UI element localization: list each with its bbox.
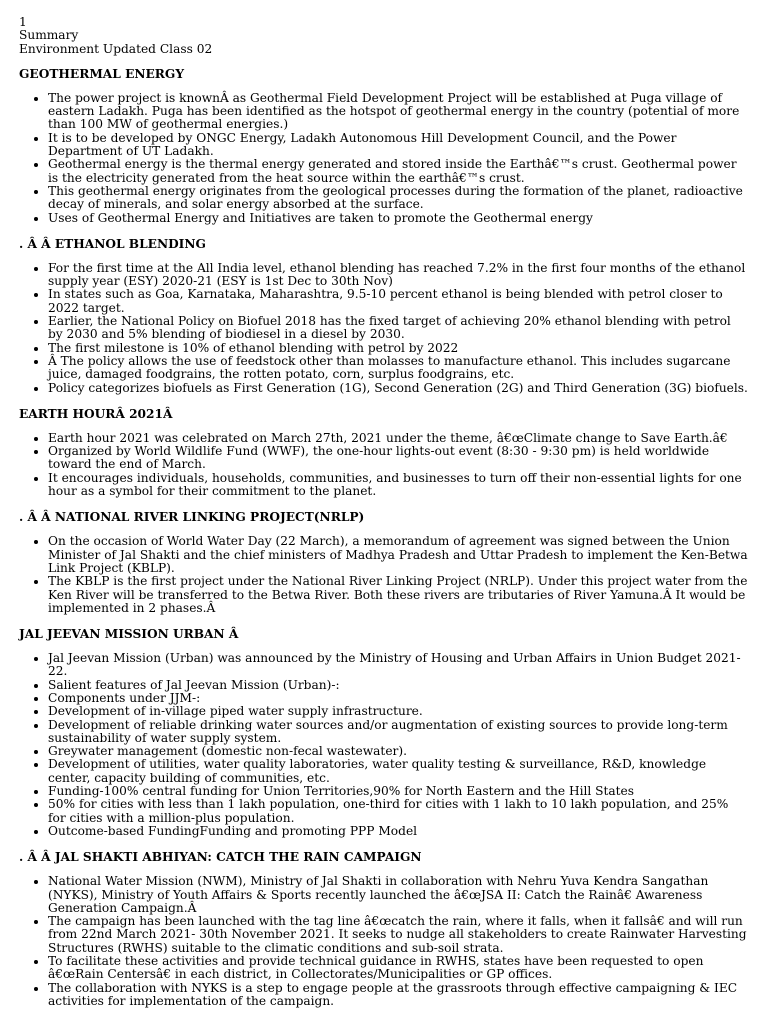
page-number: 1 [19, 15, 27, 29]
list-item: • To facilitate these activities and provide technical guidance in RWHS, states have been requested to open â€œRain Centersâ€ in each district, in Collectorates/Municipalities or GP offices. [48, 955, 748, 982]
list-item: • Jal Jeevan Mission (Urban) was announced by the Ministry of Housing and Urban Affairs in Union Budget 2021-22. [48, 652, 748, 679]
section [19, 850, 748, 1008]
list-item: • Funding-100% central funding for Union Territories,90% for North Eastern and the Hill States [48, 785, 748, 798]
list-item: • Earlier, the National Policy on Biofuel 2018 has the fixed target of achieving 20% ethanol blending with petrol by 2030 and 5% blending of biodiesel in a diesel by 2030. [48, 315, 748, 342]
list-item: • The collaboration with NYKS is a step to engage people at the grassroots through effective campaigning & IEC activities for implementation of the campaign. [48, 982, 748, 1009]
bullet-list [19, 652, 748, 838]
list-item: • The power project is knownÂ as Geothermal Field Development Project will be established at Puga village of eastern Ladakh. Puga has been identified as the hotspot of geothermal energy in the country (potential of more than 100 MW of geothermal energies.) [48, 92, 748, 132]
list-item: • Greywater management (domestic non-fecal wastewater). [48, 745, 748, 758]
bullet-list [19, 92, 748, 225]
bullet-list [19, 432, 748, 498]
section-heading: EARTH HOURÂ 2021Â [19, 406, 173, 421]
list-item: • Organized by World Wildlife Fund (WWF), the one-hour lights-out event (8:30 - 9:30 pm) is held worldwide toward the end of March. [48, 445, 748, 472]
bullet-list [19, 535, 748, 615]
list-item: • Policy categorizes biofuels as First Generation (1G), Second Generation (2G) and Third Generation (3G) biofuels. [48, 382, 748, 395]
list-item: • It is to be developed by ONGC Energy, Ladakh Autonomous Hill Development Council, and the Power Department of UT Ladakh. [48, 132, 748, 159]
section-heading: JAL JEEVAN MISSION URBAN Â [19, 627, 239, 642]
list-item: • Development of utilities, water quality laboratories, water quality testing & surveillance, R&D, knowledge center, capacity building of communities, etc. [48, 758, 748, 785]
list-item: • For the first time at the All India level, ethanol blending has reached 7.2% in the first four months of the ethanol supply year (ESY) 2020-21 (ESY is 1st Dec to 30th Nov) [48, 262, 748, 289]
document-header [19, 16, 748, 56]
list-item: • In states such as Goa, Karnataka, Maharashtra, 9.5-10 percent ethanol is being blended with petrol closer to 2022 target. [48, 288, 748, 315]
document-body [19, 67, 748, 1008]
section-heading: . Â Â NATIONAL RIVER LINKING PROJECT(NRLP) [19, 510, 365, 525]
list-item: • 50% for cities with less than 1 lakh population, one-third for cities with 1 lakh to 10 lakh population, and 25% for cities with a million-plus population. [48, 798, 748, 825]
bullet-list [19, 875, 748, 1008]
list-item: • Outcome-based FundingFunding and promoting PPP Model [48, 825, 748, 838]
section [19, 237, 748, 395]
list-item: • Earth hour 2021 was celebrated on March 27th, 2021 under the theme, â€œClimate change to Save Earth.â€ [48, 432, 748, 445]
list-item: • The campaign has been launched with the tag line â€œcatch the rain, where it falls, when it fallsâ€ and will run from 22nd March 2021- 30th November 2021. It seeks to nudge all stakeholders to create Rainwater Harvesting Structures (RWHS) suitable to the climatic conditions and sub-soil strata. [48, 915, 748, 955]
list-item: • Geothermal energy is the thermal energy generated and stored inside the Earthâ€™s crust. Geothermal power is the electricity generated from the heat source within the earthâ€™s crust. [48, 158, 748, 185]
list-item: • Â The policy allows the use of feedstock other than molasses to manufacture ethanol. This includes sugarcane juice, damaged foodgrains, the rotten potato, corn, surplus foodgrains, etc. [48, 355, 748, 382]
summary-label: Summary [19, 28, 79, 43]
list-item: • The first milestone is 10% of ethanol blending with petrol by 2022 [48, 342, 748, 355]
list-item: • Development of in-village piped water supply infrastructure. [48, 705, 748, 718]
section [19, 407, 748, 498]
list-item: • The KBLP is the first project under the National River Linking Project (NRLP). Under this project water from the Ken River will be transferred to the Betwa River. Both these rivers are tributaries of River Yamuna.Â It would be implemented in 2 phases.Â [48, 575, 748, 615]
section-heading: . Â Â JAL SHAKTI ABHIYAN: CATCH THE RAIN CAMPAIGN [19, 850, 422, 865]
list-item: • It encourages individuals, households, communities, and businesses to turn off their non-essential lights for one hour as a symbol for their commitment to the planet. [48, 472, 748, 499]
section [19, 627, 748, 838]
list-item: • National Water Mission (NWM), Ministry of Jal Shakti in collaboration with Nehru Yuva Kendra Sangathan (NYKS), Ministry of Youth Affairs & Sports recently launched the â€œJSA II: Catch the Rainâ€ Awareness Generation Campaign.Â [48, 875, 748, 915]
section-heading: . Â Â ETHANOL BLENDING [19, 236, 206, 251]
list-item: • Salient features of Jal Jeevan Mission (Urban)-: [48, 679, 748, 692]
bullet-list [19, 262, 748, 395]
list-item: • Components under JJM-: [48, 692, 748, 705]
list-item: • Uses of Geothermal Energy and Initiatives are taken to promote the Geothermal energy [48, 212, 748, 225]
section [19, 67, 748, 225]
section [19, 510, 748, 615]
list-item: • Development of reliable drinking water sources and/or augmentation of existing sources to provide long-term sustainability of water supply system. [48, 719, 748, 746]
document-title: Environment Updated Class 02 [19, 41, 213, 56]
section-heading: GEOTHERMAL ENERGY [19, 66, 185, 81]
list-item: • This geothermal energy originates from the geological processes during the formation of the planet, radioactive decay of minerals, and solar energy absorbed at the surface. [48, 185, 748, 212]
list-item: • On the occasion of World Water Day (22 March), a memorandum of agreement was signed between the Union Minister of Jal Shakti and the chief ministers of Madhya Pradesh and Uttar Pradesh to implement the Ken-Betwa Link Project (KBLP). [48, 535, 748, 575]
